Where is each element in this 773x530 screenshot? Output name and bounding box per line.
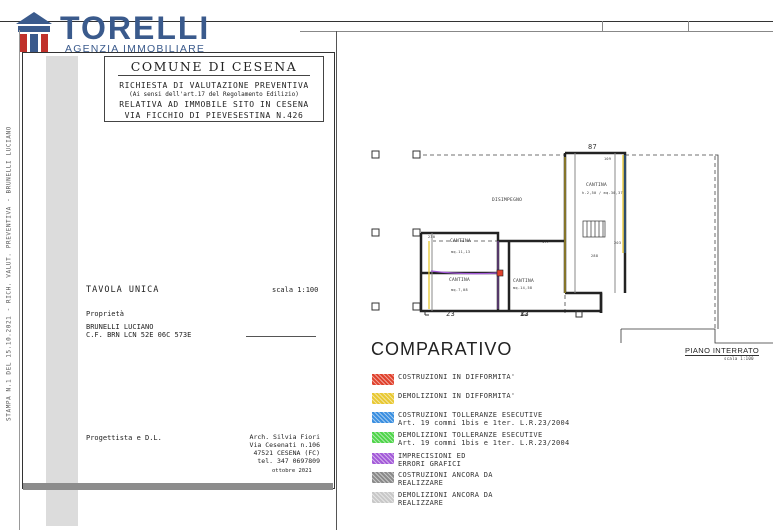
side-strip-text: STAMPA N.1 DEL 15.10.2021 - RICH. VALUT. PREVENTIVA - BRUNELLI LUCIANO — [5, 126, 13, 421]
room-right-dims: h.2,50 / mq.30,37 — [582, 191, 623, 195]
legend-item-sublabel: REALIZZARE — [398, 499, 444, 507]
room-lower-mid-dims: mq.14,58 — [513, 286, 533, 290]
municipality-underline — [118, 75, 310, 76]
logo-brand: TORELLI — [60, 10, 211, 46]
plan-top-marker: 87 — [588, 143, 598, 151]
legend-item — [372, 411, 570, 427]
legend-swatch-purple — [372, 453, 394, 464]
legend-swatch-darkgray — [372, 472, 394, 483]
owner-tax-code: C.F. BRN LCN 52E 06C 573E — [86, 331, 192, 339]
bottom-bar — [23, 483, 333, 490]
relation-line: RELATIVA AD IMMOBILE SITO IN CESENA — [119, 100, 309, 109]
legend-item-sublabel: ERRORI GRAFICI — [398, 460, 462, 468]
dim-a: 109 — [604, 157, 612, 161]
address-line: VIA FICCHIO DI PIEVESESTINA N.426 — [124, 111, 304, 120]
designer-line-3: 47521 CESENA (FC) — [253, 449, 320, 457]
municipality-title: COMUNE DI CESENA — [130, 59, 298, 74]
legend-item — [372, 392, 515, 404]
legend-swatch-red — [372, 374, 394, 385]
side-strip — [0, 30, 20, 530]
legend-title: COMPARATIVO — [371, 339, 513, 359]
room-left-dims: mq.11,13 — [451, 250, 471, 254]
room-left-label: CANTINA — [450, 239, 472, 244]
legend-swatch-lightgray — [372, 492, 394, 503]
legend-item-label: COSTRUZIONI ANCORA DA — [398, 471, 493, 479]
room-lower-left-dims: mq.7,08 — [451, 288, 468, 292]
floor-label: PIANO INTERRATO — [685, 346, 760, 355]
legend-item-sublabel: REALIZZARE — [398, 479, 444, 487]
room-large-label: DISIMPEGNO — [492, 198, 523, 203]
red-construction-mark — [497, 270, 503, 276]
room-right-label: CANTINA — [586, 183, 608, 188]
legend-item — [372, 452, 466, 468]
legend-item — [372, 431, 570, 447]
legend-item-label: DEMOLIZIONI IN DIFFORMITA' — [398, 392, 516, 400]
legend-item — [372, 471, 493, 487]
bottom-marker-right: 23 — [520, 310, 530, 318]
floor-scale: scala 1:100 — [724, 356, 754, 361]
designer-line-4: tel. 347 0697809 — [257, 457, 320, 465]
legend-item — [372, 373, 515, 385]
owner-name: BRUNELLI LUCIANO — [86, 323, 154, 331]
legend-item-label: COSTRUZIONI IN DIFFORMITA' — [398, 373, 516, 381]
legend-item-label: IMPRECISIONI ED — [398, 452, 466, 460]
room-lower-left-label: CANTINA — [449, 278, 471, 283]
dim-c: 177 — [542, 240, 550, 244]
request-title: RICHIESTA DI VALUTAZIONE PREVENTIVA — [119, 81, 309, 90]
request-note: (Ai sensi dell'art.17 del Regolamento Edilizio) — [129, 91, 299, 98]
frame-top-line-2 — [300, 31, 773, 32]
legend-swatch-yellow — [372, 393, 394, 404]
bottom-marker-left: 23 — [446, 310, 456, 318]
dim-e: 288 — [591, 254, 599, 258]
owner-heading: Proprietà — [86, 310, 124, 318]
legend-swatch-blue — [372, 412, 394, 423]
frame-tick-1 — [602, 21, 603, 31]
legend-item-label: DEMOLIZIONI TOLLERANZE ESECUTIVE — [398, 431, 543, 439]
dim-b: 203 — [614, 241, 622, 245]
designer-line-2: Via Cesenati n.106 — [249, 441, 320, 449]
legend-item-sublabel: Art. 19 commi 1bis e 1ter. L.R.23/2004 — [398, 439, 570, 447]
frame-tick-2 — [688, 21, 689, 31]
legend-item-label: DEMOLIZIONI ANCORA DA — [398, 491, 493, 499]
design-heading: Progettista e D.L. — [86, 434, 162, 442]
dim-d: 230 — [428, 235, 436, 239]
legend-swatch-green — [372, 432, 394, 443]
legend-item-sublabel: Art. 19 commi 1bis e 1ter. L.R.23/2004 — [398, 419, 570, 427]
scale-label: scala 1:100 — [272, 286, 319, 294]
gray-band — [46, 56, 78, 526]
board-label: TAVOLA UNICA — [86, 285, 160, 295]
sheet-divider — [336, 31, 337, 530]
room-lower-mid-label: CANTINA — [513, 279, 535, 284]
building-logo-icon — [14, 10, 54, 54]
logo-tagline: AGENZIA IMMOBILIARE — [65, 43, 206, 55]
sheet-date: ottobre 2021 — [272, 468, 312, 474]
signature-line — [246, 336, 316, 337]
torelli-logo — [14, 10, 214, 54]
legend-item — [372, 491, 493, 507]
legend-item-label: COSTRUZIONI TOLLERANZE ESECUTIVE — [398, 411, 543, 419]
designer-line-1: Arch. Silvia Fiori — [249, 433, 320, 441]
